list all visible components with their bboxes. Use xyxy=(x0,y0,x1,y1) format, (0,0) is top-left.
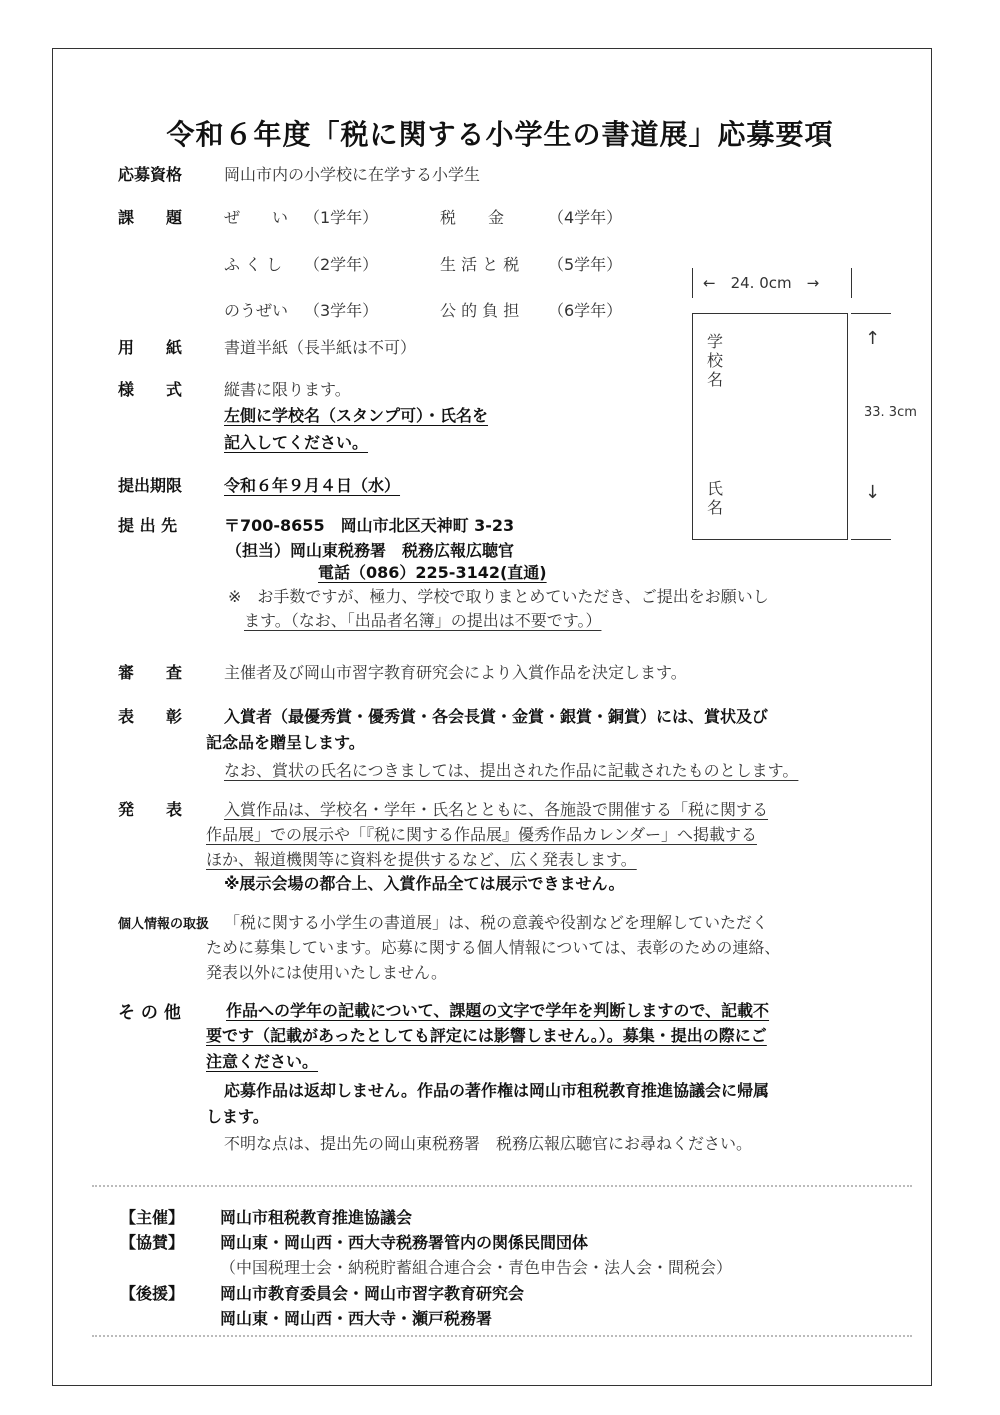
arrow-up-icon: ↑ xyxy=(865,328,881,349)
announcement-note: ※展示会場の都合上、入賞作品全ては展示できません。 xyxy=(224,874,625,893)
award-line: 入賞者（最優秀賞・優秀賞・各会長賞・金賞・銀賞・銅賞）には、賞状及び xyxy=(224,707,769,726)
destination-label: 提 出 先 xyxy=(118,516,178,535)
deadline-text: 令和６年９月４日（水） xyxy=(224,476,401,495)
paper-label: 用 紙 xyxy=(118,338,183,357)
format-label: 様 式 xyxy=(118,380,183,399)
subjects-label: 課 題 xyxy=(118,208,183,227)
review-text: 主催者及び岡山市習字教育研究会により入賞作品を決定します。 xyxy=(224,663,687,682)
privacy-line: 「税に関する小学生の書道展」は、税の意義や役割などを理解していただく xyxy=(224,913,769,932)
destination-address: 〒700-8655 岡山市北区天神町 3-23 xyxy=(224,516,515,535)
format-line: 縦書に限ります。 xyxy=(224,380,351,399)
page-title: 令和６年度「税に関する小学生の書道展」応募要項 xyxy=(166,118,834,151)
subject-word: 公 的 負 担 xyxy=(440,301,520,320)
height-label: 33. 3cm xyxy=(864,405,917,420)
announcement-line: 入賞作品は、学校名・学年・氏名とともに、各施設で開催する「税に関する xyxy=(224,800,769,819)
height-dimension xyxy=(851,313,891,540)
format-line: 左側に学校名（スタンプ可）・氏名を xyxy=(224,406,489,425)
subject-word: ぜ い xyxy=(224,208,289,227)
other-label: そ の 他 xyxy=(118,1003,181,1023)
privacy-line: 発表以外には使用いたしません。 xyxy=(206,963,447,982)
host-label: 【主催】 xyxy=(120,1208,185,1227)
review-label: 審 査 xyxy=(118,663,183,682)
arrow-down-icon: ↓ xyxy=(865,482,881,503)
support-line: 岡山東・岡山西・西大寺・瀬戸税務署 xyxy=(220,1309,493,1328)
student-name-label: 氏名 xyxy=(707,479,724,517)
subject-grade: （5学年） xyxy=(548,255,623,274)
eligibility-label: 応募資格 xyxy=(118,165,183,184)
subject-word: ふ く し xyxy=(224,255,283,274)
sponsor-label: 【協賛】 xyxy=(120,1233,185,1252)
support-line: 岡山市教育委員会・岡山市習字教育研究会 xyxy=(220,1284,525,1303)
other-line: 不明な点は、提出先の岡山東税務署 税務広報広聴官にお尋ねください。 xyxy=(224,1134,753,1153)
destination-note: ます。（なお、「出品者名簿」の提出は不要です。） xyxy=(244,611,602,630)
subject-grade: （6学年） xyxy=(548,301,623,320)
width-label: ← 24. 0cm → xyxy=(703,274,820,292)
deadline-label: 提出期限 xyxy=(118,476,183,495)
subject-grade: （1学年） xyxy=(304,208,379,227)
award-line: 記念品を贈呈します。 xyxy=(206,733,365,752)
host-name: 岡山市租税教育推進協議会 xyxy=(220,1208,413,1227)
subject-word: 生 活 と 税 xyxy=(440,255,520,274)
award-line: なお、賞状の氏名につきましては、提出された作品に記載されたものとします。 xyxy=(224,761,799,780)
other-line: 要です（記載があったとしても評定には影響しません。）。募集・提出の際にご xyxy=(206,1026,767,1045)
privacy-line: ために募集しています。応募に関する個人情報については、表彰のための連絡、 xyxy=(206,938,781,957)
destination-note: ※ お手数ですが、極力、学校で取りまとめていただき、ご提出をお願いし xyxy=(228,587,769,606)
destination-phone: 電話（086）225-3142(直通) xyxy=(318,563,547,582)
other-line: 注意ください。 xyxy=(206,1052,319,1071)
award-label: 表 彰 xyxy=(118,707,183,726)
dotted-separator xyxy=(92,1185,912,1187)
subject-word: 税 金 xyxy=(440,208,505,227)
subject-grade: （4学年） xyxy=(548,208,623,227)
other-line: 応募作品は返却しません。作品の著作権は岡山市租税教育推進協議会に帰属 xyxy=(224,1081,769,1100)
sponsor-line: （中国税理士会・納税貯蓄組合連合会・青色申告会・法人会・間税会） xyxy=(220,1258,733,1277)
destination-contact: （担当）岡山東税務署 税務広報広聴官 xyxy=(226,541,515,560)
announcement-label: 発 表 xyxy=(118,800,183,819)
school-name-label: 学校名 xyxy=(707,332,724,389)
announcement-line: ほか、報道機関等に資料を提供するなど、広く発表します。 xyxy=(206,850,637,869)
width-dimension xyxy=(692,268,852,298)
other-line: 作品への学年の記載について、課題の文字で学年を判断しますので、記載不 xyxy=(226,1001,770,1020)
subject-grade: （3学年） xyxy=(304,301,379,320)
format-line: 記入してください。 xyxy=(224,433,369,452)
privacy-label: 個人情報の取扱 xyxy=(118,917,210,932)
paper-text: 書道半紙（長半紙は不可） xyxy=(224,338,417,357)
other-line: します。 xyxy=(206,1107,269,1126)
support-label: 【後援】 xyxy=(120,1284,185,1303)
announcement-line: 作品展」での展示や「『税に関する作品展』優秀作品カレンダー」へ掲載する xyxy=(206,825,757,844)
subject-word: のうぜい xyxy=(224,301,289,320)
dotted-separator xyxy=(92,1335,912,1337)
sponsor-line: 岡山東・岡山西・西大寺税務署管内の関係民間団体 xyxy=(220,1233,589,1252)
paper-diagram xyxy=(692,313,848,540)
subject-grade: （2学年） xyxy=(304,255,379,274)
eligibility-text: 岡山市内の小学校に在学する小学生 xyxy=(224,165,481,184)
